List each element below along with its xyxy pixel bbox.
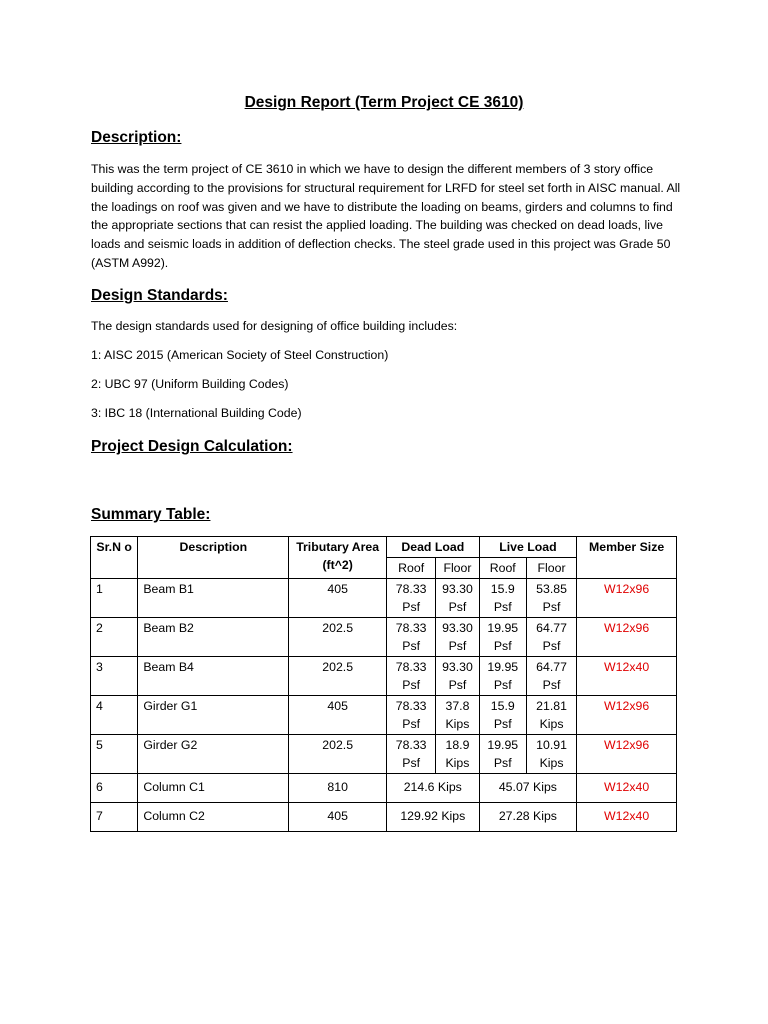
standards-intro: The design standards used for designing of office building includes: bbox=[91, 319, 458, 333]
subheader-dead-roof: Roof bbox=[386, 558, 435, 579]
cell-area: 405 bbox=[289, 803, 387, 832]
table-row bbox=[91, 774, 677, 803]
standards-heading: Design Standards: bbox=[91, 287, 228, 304]
cell-live-load-total: 45.07 Kips bbox=[479, 774, 577, 803]
cell-member-size: W12x96 bbox=[577, 696, 677, 735]
cell-ll-floor: 21.81 Kips bbox=[526, 696, 576, 735]
header-srno: Sr.N o bbox=[91, 537, 138, 579]
cell-no: 2 bbox=[91, 618, 138, 657]
cell-area: 202.5 bbox=[289, 735, 387, 774]
cell-area: 405 bbox=[289, 696, 387, 735]
summary-heading: Summary Table: bbox=[91, 506, 211, 523]
cell-dl-floor: 37.8 Kips bbox=[436, 696, 479, 735]
cell-no: 1 bbox=[91, 579, 138, 618]
header-description: Description bbox=[138, 537, 289, 579]
standard-item: 3: IBC 18 (International Building Code) bbox=[91, 406, 302, 420]
cell-dl-floor: 93.30 Psf bbox=[436, 657, 479, 696]
cell-ll-roof: 15.9 Psf bbox=[479, 696, 526, 735]
cell-dl-roof: 78.33 Psf bbox=[386, 696, 435, 735]
cell-ll-floor: 10.91 Kips bbox=[526, 735, 576, 774]
subheader-dead-floor: Floor bbox=[436, 558, 479, 579]
cell-no: 5 bbox=[91, 735, 138, 774]
table-row bbox=[91, 803, 677, 832]
table-header-row bbox=[91, 537, 677, 558]
cell-description: Column C1 bbox=[138, 774, 289, 803]
cell-ll-roof: 15.9 Psf bbox=[479, 579, 526, 618]
cell-dl-floor: 93.30 Psf bbox=[436, 618, 479, 657]
cell-area: 202.5 bbox=[289, 657, 387, 696]
cell-dead-load-total: 129.92 Kips bbox=[386, 803, 479, 832]
cell-ll-floor: 64.77 Psf bbox=[526, 657, 576, 696]
standard-item: 1: AISC 2015 (American Society of Steel Construction) bbox=[91, 348, 389, 362]
cell-live-load-total: 27.28 Kips bbox=[479, 803, 577, 832]
cell-no: 6 bbox=[91, 774, 138, 803]
header-member-size: Member Size bbox=[577, 537, 677, 579]
cell-member-size: W12x96 bbox=[577, 735, 677, 774]
cell-no: 7 bbox=[91, 803, 138, 832]
cell-dl-floor: 93.30 Psf bbox=[436, 579, 479, 618]
cell-dl-floor: 18.9 Kips bbox=[436, 735, 479, 774]
calculation-heading: Project Design Calculation: bbox=[91, 438, 293, 455]
cell-dl-roof: 78.33 Psf bbox=[386, 735, 435, 774]
table-row bbox=[91, 618, 677, 657]
cell-ll-floor: 64.77 Psf bbox=[526, 618, 576, 657]
cell-area: 405 bbox=[289, 579, 387, 618]
cell-dl-roof: 78.33 Psf bbox=[386, 657, 435, 696]
header-live-load: Live Load bbox=[479, 537, 577, 558]
cell-dl-roof: 78.33 Psf bbox=[386, 579, 435, 618]
table-row bbox=[91, 579, 677, 618]
cell-member-size: W12x40 bbox=[577, 803, 677, 832]
cell-ll-roof: 19.95 Psf bbox=[479, 657, 526, 696]
cell-dl-roof: 78.33 Psf bbox=[386, 618, 435, 657]
table-row bbox=[91, 657, 677, 696]
cell-description: Beam B2 bbox=[138, 618, 289, 657]
cell-description: Beam B4 bbox=[138, 657, 289, 696]
cell-member-size: W12x40 bbox=[577, 657, 677, 696]
standard-item: 2: UBC 97 (Uniform Building Codes) bbox=[91, 377, 289, 391]
subheader-live-floor: Floor bbox=[526, 558, 576, 579]
report-title: Design Report (Term Project CE 3610) bbox=[244, 94, 524, 111]
cell-no: 4 bbox=[91, 696, 138, 735]
summary-table bbox=[90, 536, 677, 832]
header-tributary-area: Tributary Area (ft^2) bbox=[289, 537, 387, 579]
cell-description: Girder G1 bbox=[138, 696, 289, 735]
description-paragraph: This was the term project of CE 3610 in which we have to design the different members of 3 story office building according to the provisions for structural requirement for LRFD for steel set forth in AISC manual. All the loadings on roof was given and we have to distribute the loading on beams, girders and columns to find the appropriate sections that can resist the applied loading. The building was checked on dead loads, live loads and seismic loads in addition of deflection checks. The steel grade used in this project was Grade 50 (ASTM A992). bbox=[91, 162, 681, 270]
table-row bbox=[91, 696, 677, 735]
cell-dead-load-total: 214.6 Kips bbox=[386, 774, 479, 803]
cell-area: 202.5 bbox=[289, 618, 387, 657]
cell-member-size: W12x96 bbox=[577, 579, 677, 618]
cell-description: Girder G2 bbox=[138, 735, 289, 774]
cell-ll-roof: 19.95 Psf bbox=[479, 735, 526, 774]
cell-area: 810 bbox=[289, 774, 387, 803]
description-heading: Description: bbox=[91, 129, 182, 146]
cell-description: Beam B1 bbox=[138, 579, 289, 618]
cell-member-size: W12x40 bbox=[577, 774, 677, 803]
cell-ll-roof: 19.95 Psf bbox=[479, 618, 526, 657]
cell-member-size: W12x96 bbox=[577, 618, 677, 657]
table-row bbox=[91, 735, 677, 774]
cell-ll-floor: 53.85 Psf bbox=[526, 579, 576, 618]
cell-no: 3 bbox=[91, 657, 138, 696]
cell-description: Column C2 bbox=[138, 803, 289, 832]
header-dead-load: Dead Load bbox=[386, 537, 479, 558]
subheader-live-roof: Roof bbox=[479, 558, 526, 579]
